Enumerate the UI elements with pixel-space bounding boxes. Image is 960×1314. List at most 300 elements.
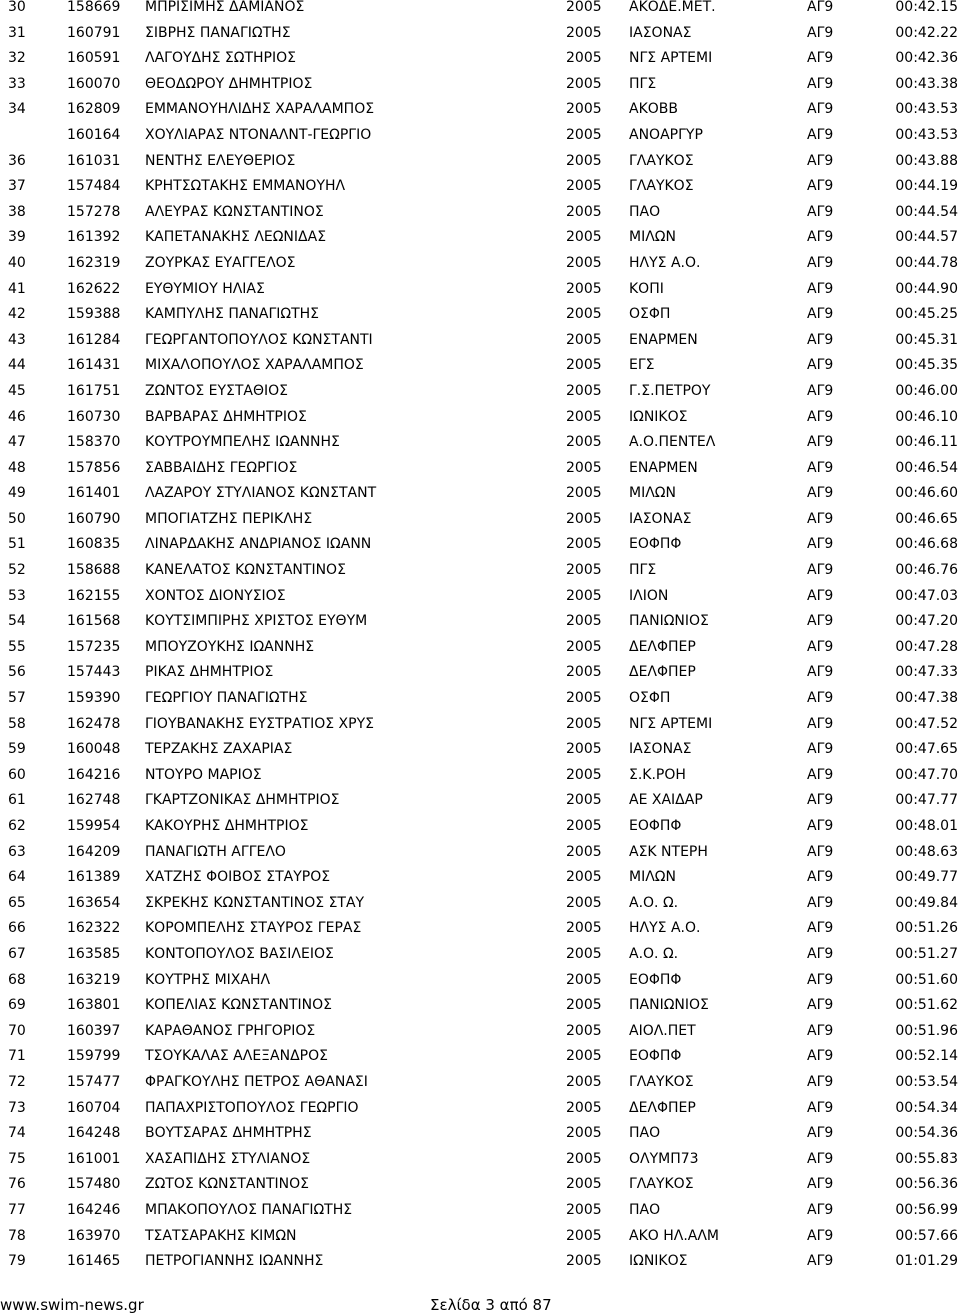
time-cell: 00:43.88 [895, 152, 958, 169]
club-cell: ΜΙΛΩΝ [629, 869, 676, 886]
birth-year-cell: 2005 [566, 766, 602, 783]
time-cell: 00:55.83 [895, 1150, 958, 1167]
birth-year-cell: 2005 [566, 869, 602, 886]
birth-year-cell: 2005 [566, 485, 602, 502]
athlete-id-cell: 160835 [67, 536, 121, 553]
page-footer [0, 1294, 960, 1314]
club-cell: ΚΟΠΙ [629, 280, 664, 297]
athlete-id-cell: 161001 [67, 1150, 121, 1167]
time-cell: 00:44.78 [895, 254, 958, 271]
club-cell: ΑΙΟΛ.ΠΕΤ [629, 1022, 696, 1039]
rank-cell: 32 [8, 50, 26, 67]
rank-cell: 42 [8, 306, 26, 323]
athlete-name-cell: ΚΟΥΤΡΟΥΜΠΕΛΗΣ ΙΩΑΝΝΗΣ [145, 434, 340, 451]
athlete-id-cell: 163585 [67, 945, 121, 962]
category-cell: ΑΓ9 [807, 152, 834, 169]
rank-cell: 31 [8, 24, 26, 41]
birth-year-cell: 2005 [566, 1201, 602, 1218]
club-cell: ΕΝΑΡΜΕΝ [629, 459, 698, 476]
table-row [0, 1203, 960, 1229]
club-cell: ΜΙΛΩΝ [629, 229, 676, 246]
athlete-id-cell: 157235 [67, 638, 121, 655]
birth-year-cell: 2005 [566, 664, 602, 681]
category-cell: ΑΓ9 [807, 1176, 834, 1193]
rank-cell: 69 [8, 997, 26, 1014]
category-cell: ΑΓ9 [807, 869, 834, 886]
athlete-id-cell: 161568 [67, 613, 121, 630]
rank-cell: 49 [8, 485, 26, 502]
athlete-id-cell: 160048 [67, 741, 121, 758]
rank-cell: 47 [8, 434, 26, 451]
athlete-id-cell: 163970 [67, 1227, 121, 1244]
category-cell: ΑΓ9 [807, 766, 834, 783]
time-cell: 00:49.77 [895, 869, 958, 886]
rank-cell: 33 [8, 75, 26, 92]
birth-year-cell: 2005 [566, 1150, 602, 1167]
athlete-name-cell: ΜΠΟΥΖΟΥΚΗΣ ΙΩΑΝΝΗΣ [145, 638, 315, 655]
athlete-id-cell: 157477 [67, 1073, 121, 1090]
category-cell: ΑΓ9 [807, 1022, 834, 1039]
athlete-name-cell: ΒΟΥΤΣΑΡΑΣ ΔΗΜΗΤΡΗΣ [145, 1125, 312, 1142]
rank-cell: 30 [8, 0, 26, 15]
category-cell: ΑΓ9 [807, 75, 834, 92]
club-cell: ΑΚΟΒΒ [629, 101, 678, 118]
birth-year-cell: 2005 [566, 152, 602, 169]
table-row [0, 1126, 960, 1152]
time-cell: 00:45.35 [895, 357, 958, 374]
rank-cell: 57 [8, 690, 26, 707]
rank-cell: 36 [8, 152, 26, 169]
time-cell: 00:45.31 [895, 331, 958, 348]
athlete-id-cell: 162322 [67, 920, 121, 937]
rank-cell: 73 [8, 1099, 26, 1116]
athlete-id-cell: 157278 [67, 203, 121, 220]
rank-cell: 51 [8, 536, 26, 553]
rank-cell: 56 [8, 664, 26, 681]
table-row [0, 179, 960, 205]
club-cell: Α.Ο. Ω. [629, 894, 679, 911]
table-row [0, 51, 960, 77]
athlete-id-cell: 157443 [67, 664, 121, 681]
category-cell: ΑΓ9 [807, 920, 834, 937]
athlete-id-cell: 161284 [67, 331, 121, 348]
birth-year-cell: 2005 [566, 24, 602, 41]
athlete-id-cell: 160397 [67, 1022, 121, 1039]
rank-cell: 38 [8, 203, 26, 220]
rank-cell: 72 [8, 1073, 26, 1090]
rank-cell: 54 [8, 613, 26, 630]
category-cell: ΑΓ9 [807, 587, 834, 604]
athlete-id-cell: 162319 [67, 254, 121, 271]
athlete-name-cell: ΓΕΩΡΓΑΝΤΟΠΟΥΛΟΣ ΚΩΝΣΤΑΝΤΙ [145, 331, 373, 348]
club-cell: ΠΑΟ [629, 203, 661, 220]
club-cell: ΙΩΝΙΚΟΣ [629, 408, 688, 425]
club-cell: ΓΛΑΥΚΟΣ [629, 1073, 694, 1090]
table-row [0, 768, 960, 794]
rank-cell: 41 [8, 280, 26, 297]
club-cell: ΔΕΛΦΠΕΡ [629, 664, 696, 681]
club-cell: ΟΣΦΠ [629, 306, 671, 323]
time-cell: 00:46.76 [895, 562, 958, 579]
club-cell: ΗΛΥΣ Α.Ο. [629, 920, 701, 937]
athlete-name-cell: ΖΩΝΤΟΣ ΕΥΣΤΑΘΙΟΣ [145, 382, 289, 399]
athlete-name-cell: ΣΑΒΒΑΙΔΗΣ ΓΕΩΡΓΙΟΣ [145, 459, 298, 476]
athlete-id-cell: 160704 [67, 1099, 121, 1116]
birth-year-cell: 2005 [566, 1125, 602, 1142]
athlete-name-cell: ΤΣΟΥΚΑΛΑΣ ΑΛΕΞΑΝΔΡΟΣ [145, 1048, 328, 1065]
athlete-id-cell: 159954 [67, 818, 121, 834]
category-cell: ΑΓ9 [807, 997, 834, 1014]
table-row [0, 1049, 960, 1075]
category-cell: ΑΓ9 [807, 1073, 834, 1090]
table-row [0, 614, 960, 640]
athlete-id-cell: 162622 [67, 280, 121, 297]
table-row [0, 793, 960, 819]
rank-cell: 45 [8, 382, 26, 399]
table-row [0, 921, 960, 947]
rank-cell: 77 [8, 1201, 26, 1218]
club-cell: ΕΟΦΠΦ [629, 971, 682, 988]
category-cell: ΑΓ9 [807, 126, 834, 143]
rank-cell: 66 [8, 920, 26, 937]
time-cell: 00:46.68 [895, 536, 958, 553]
rank-cell: 43 [8, 331, 26, 348]
rank-cell: 64 [8, 869, 26, 886]
rank-cell: 44 [8, 357, 26, 374]
athlete-id-cell: 161392 [67, 229, 121, 246]
athlete-name-cell: ΓΚΑΡΤΖΟΝΙΚΑΣ ΔΗΜΗΤΡΙΟΣ [145, 792, 340, 809]
athlete-name-cell: ΧΑΣΑΠΙΔΗΣ ΣΤΥΛΙΑΝΟΣ [145, 1150, 311, 1167]
table-row [0, 435, 960, 461]
athlete-name-cell: ΚΑΜΠΥΛΗΣ ΠΑΝΑΓΙΩΤΗΣ [145, 306, 320, 323]
category-cell: ΑΓ9 [807, 894, 834, 911]
rank-cell: 76 [8, 1176, 26, 1193]
category-cell: ΑΓ9 [807, 408, 834, 425]
athlete-id-cell: 161465 [67, 1253, 121, 1270]
rank-cell: 59 [8, 741, 26, 758]
athlete-name-cell: ΠΑΝΑΓΙΩΤΗ ΑΓΓΕΛΟ [145, 843, 286, 860]
birth-year-cell: 2005 [566, 1253, 602, 1270]
club-cell: ΜΙΛΩΝ [629, 485, 676, 502]
rank-cell: 37 [8, 178, 26, 195]
rank-cell: 50 [8, 510, 26, 527]
category-cell: ΑΓ9 [807, 0, 834, 15]
club-cell: ΑΕ ΧΑΙΔΑΡ [629, 792, 703, 809]
athlete-id-cell: 158669 [67, 0, 121, 15]
rank-cell: 68 [8, 971, 26, 988]
time-cell: 00:44.54 [895, 203, 958, 220]
birth-year-cell: 2005 [566, 971, 602, 988]
athlete-id-cell: 157856 [67, 459, 121, 476]
time-cell: 00:42.22 [895, 24, 958, 41]
category-cell: ΑΓ9 [807, 792, 834, 809]
category-cell: ΑΓ9 [807, 1150, 834, 1167]
birth-year-cell: 2005 [566, 843, 602, 860]
category-cell: ΑΓ9 [807, 562, 834, 579]
club-cell: ΙΛΙΟΝ [629, 587, 669, 604]
athlete-id-cell: 163801 [67, 997, 121, 1014]
birth-year-cell: 2005 [566, 638, 602, 655]
club-cell: ΕΝΑΡΜΕΝ [629, 331, 698, 348]
table-row [0, 589, 960, 615]
rank-cell: 75 [8, 1150, 26, 1167]
table-row [0, 307, 960, 333]
time-cell: 00:47.70 [895, 766, 958, 783]
birth-year-cell: 2005 [566, 126, 602, 143]
category-cell: ΑΓ9 [807, 24, 834, 41]
rank-cell: 65 [8, 894, 26, 911]
athlete-name-cell: ΚΟΡΟΜΠΕΛΗΣ ΣΤΑΥΡΟΣ ΓΕΡΑΣ [145, 920, 362, 937]
time-cell: 00:46.10 [895, 408, 958, 425]
club-cell: ΑΚΟΔΕ.ΜΕΤ. [629, 0, 716, 15]
time-cell: 00:51.96 [895, 1022, 958, 1039]
birth-year-cell: 2005 [566, 1227, 602, 1244]
athlete-id-cell: 161031 [67, 152, 121, 169]
athlete-id-cell: 164246 [67, 1201, 121, 1218]
club-cell: Σ.Κ.ΡΟΗ [629, 766, 686, 783]
table-row [0, 1254, 960, 1280]
category-cell: ΑΓ9 [807, 741, 834, 758]
birth-year-cell: 2005 [566, 997, 602, 1014]
table-row [0, 358, 960, 384]
category-cell: ΑΓ9 [807, 664, 834, 681]
table-row [0, 998, 960, 1024]
time-cell: 00:47.65 [895, 741, 958, 758]
table-row [0, 77, 960, 103]
rank-cell: 70 [8, 1022, 26, 1039]
rank-cell: 67 [8, 945, 26, 962]
athlete-name-cell: ΜΠΑΚΟΠΟΥΛΟΣ ΠΑΝΑΓΙΩΤΗΣ [145, 1201, 353, 1218]
time-cell: 00:46.11 [895, 434, 958, 451]
club-cell: ΗΛΥΣ Α.Ο. [629, 254, 701, 271]
athlete-name-cell: ΜΠΡΙΣΙΜΗΣ ΔΑΜΙΑΝΟΣ [145, 0, 305, 15]
birth-year-cell: 2005 [566, 357, 602, 374]
table-row [0, 947, 960, 973]
table-row [0, 128, 960, 154]
athlete-id-cell: 161401 [67, 485, 121, 502]
category-cell: ΑΓ9 [807, 1125, 834, 1142]
athlete-name-cell: ΝΤΟΥΡΟ ΜΑΡΙΟΣ [145, 766, 262, 783]
athlete-id-cell: 158688 [67, 562, 121, 579]
athlete-id-cell: 160070 [67, 75, 121, 92]
category-cell: ΑΓ9 [807, 459, 834, 476]
category-cell: ΑΓ9 [807, 382, 834, 399]
category-cell: ΑΓ9 [807, 1201, 834, 1218]
birth-year-cell: 2005 [566, 382, 602, 399]
time-cell: 00:56.99 [895, 1201, 958, 1218]
time-cell: 00:46.65 [895, 510, 958, 527]
table-row [0, 870, 960, 896]
birth-year-cell: 2005 [566, 434, 602, 451]
athlete-name-cell: ΦΡΑΓΚΟΥΛΗΣ ΠΕΤΡΟΣ ΑΘΑΝΑΣΙ [145, 1073, 368, 1090]
table-row [0, 537, 960, 563]
club-cell: Α.Ο.ΠΕΝΤΕΛ [629, 434, 716, 451]
athlete-id-cell: 157484 [67, 178, 121, 195]
athlete-id-cell: 162155 [67, 587, 121, 604]
athlete-id-cell: 159388 [67, 306, 121, 323]
athlete-name-cell: ΕΜΜΑΝΟΥΗΛΙΔΗΣ ΧΑΡΑΛΑΜΠΟΣ [145, 101, 375, 118]
birth-year-cell: 2005 [566, 1073, 602, 1090]
table-row [0, 665, 960, 691]
club-cell: ΕΓΣ [629, 357, 655, 374]
athlete-name-cell: ΤΕΡΖΑΚΗΣ ΖΑΧΑΡΙΑΣ [145, 741, 293, 758]
table-row [0, 512, 960, 538]
table-row [0, 256, 960, 282]
athlete-name-cell: ΛΑΖΑΡΟΥ ΣΤΥΛΙΑΝΟΣ ΚΩΝΣΤΑΝΤ [145, 485, 377, 502]
time-cell: 00:42.15 [895, 0, 958, 15]
rank-cell: 48 [8, 459, 26, 476]
rank-cell: 46 [8, 408, 26, 425]
club-cell: Γ.Σ.ΠΕΤΡΟΥ [629, 382, 711, 399]
athlete-id-cell: 160164 [67, 126, 121, 143]
category-cell: ΑΓ9 [807, 1099, 834, 1116]
athlete-name-cell: ΒΑΡΒΑΡΑΣ ΔΗΜΗΤΡΙΟΣ [145, 408, 307, 425]
athlete-name-cell: ΛΙΝΑΡΔΑΚΗΣ ΑΝΔΡΙΑΝΟΣ ΙΩΑΝΝ [145, 536, 372, 553]
rank-cell: 40 [8, 254, 26, 271]
birth-year-cell: 2005 [566, 562, 602, 579]
birth-year-cell: 2005 [566, 1099, 602, 1116]
time-cell: 00:44.57 [895, 229, 958, 246]
club-cell: ΑΣΚ ΝΤΕΡΗ [629, 843, 708, 860]
club-cell: ΕΟΦΠΦ [629, 818, 682, 834]
category-cell: ΑΓ9 [807, 715, 834, 732]
table-row [0, 845, 960, 871]
category-cell: ΑΓ9 [807, 1227, 834, 1244]
birth-year-cell: 2005 [566, 1022, 602, 1039]
rank-cell: 55 [8, 638, 26, 655]
category-cell: ΑΓ9 [807, 1253, 834, 1270]
athlete-name-cell: ΠΑΠΑΧΡΙΣΤΟΠΟΥΛΟΣ ΓΕΩΡΓΙΟ [145, 1099, 359, 1116]
athlete-name-cell: ΕΥΘΥΜΙΟΥ ΗΛΙΑΣ [145, 280, 265, 297]
athlete-id-cell: 162748 [67, 792, 121, 809]
athlete-id-cell: 162478 [67, 715, 121, 732]
club-cell: ΠΑΟ [629, 1201, 661, 1218]
birth-year-cell: 2005 [566, 1176, 602, 1193]
birth-year-cell: 2005 [566, 408, 602, 425]
time-cell: 00:42.36 [895, 50, 958, 67]
athlete-name-cell: ΡΙΚΑΣ ΔΗΜΗΤΡΙΟΣ [145, 664, 274, 681]
table-row [0, 486, 960, 512]
athlete-id-cell: 160790 [67, 510, 121, 527]
club-cell: ΓΛΑΥΚΟΣ [629, 152, 694, 169]
athlete-name-cell: ΚΟΥΤΣΙΜΠΙΡΗΣ ΧΡΙΣΤΟΣ ΕΥΘΥΜ [145, 613, 368, 630]
athlete-name-cell: ΣΚΡΕΚΗΣ ΚΩΝΣΤΑΝΤΙΝΟΣ ΣΤΑΥ [145, 894, 365, 911]
club-cell: ΕΟΦΠΦ [629, 1048, 682, 1065]
time-cell: 00:51.62 [895, 997, 958, 1014]
club-cell: Α.Ο. Ω. [629, 945, 679, 962]
club-cell: ΙΑΣΟΝΑΣ [629, 741, 692, 758]
athlete-name-cell: ΖΩΤΟΣ ΚΩΝΣΤΑΝΤΙΝΟΣ [145, 1176, 309, 1193]
time-cell: 00:47.20 [895, 613, 958, 630]
athlete-name-cell: ΧΟΥΛΙΑΡΑΣ ΝΤΟΝΑΛΝΤ-ΓΕΩΡΓΙΟ [145, 126, 372, 143]
time-cell: 00:51.26 [895, 920, 958, 937]
birth-year-cell: 2005 [566, 229, 602, 246]
time-cell: 00:56.36 [895, 1176, 958, 1193]
table-row [0, 282, 960, 308]
category-cell: ΑΓ9 [807, 50, 834, 67]
birth-year-cell: 2005 [566, 280, 602, 297]
athlete-name-cell: ΜΙΧΑΛΟΠΟΥΛΟΣ ΧΑΡΑΛΑΜΠΟΣ [145, 357, 364, 374]
table-row [0, 230, 960, 256]
club-cell: ΠΓΣ [629, 75, 657, 92]
athlete-id-cell: 159799 [67, 1048, 121, 1065]
club-cell: ΓΛΑΥΚΟΣ [629, 1176, 694, 1193]
time-cell: 00:47.28 [895, 638, 958, 655]
athlete-id-cell: 163219 [67, 971, 121, 988]
athlete-id-cell: 159390 [67, 690, 121, 707]
table-row [0, 205, 960, 231]
rank-cell: 79 [8, 1253, 26, 1270]
category-cell: ΑΓ9 [807, 1048, 834, 1065]
club-cell: ΑΚΟ ΗΛ.ΑΛΜ [629, 1227, 720, 1244]
birth-year-cell: 2005 [566, 331, 602, 348]
category-cell: ΑΓ9 [807, 229, 834, 246]
birth-year-cell: 2005 [566, 510, 602, 527]
rank-cell: 60 [8, 766, 26, 783]
birth-year-cell: 2005 [566, 254, 602, 271]
athlete-name-cell: ΚΑΝΕΛΑΤΟΣ ΚΩΝΣΤΑΝΤΙΝΟΣ [145, 562, 346, 579]
time-cell: 00:46.60 [895, 485, 958, 502]
table-row [0, 1101, 960, 1127]
table-row [0, 1152, 960, 1178]
birth-year-cell: 2005 [566, 894, 602, 911]
time-cell: 00:47.77 [895, 792, 958, 809]
category-cell: ΑΓ9 [807, 203, 834, 220]
athlete-id-cell: 162809 [67, 101, 121, 118]
athlete-name-cell: ΣΙΒΡΗΣ ΠΑΝΑΓΙΩΤΗΣ [145, 24, 291, 41]
club-cell: ΙΑΣΟΝΑΣ [629, 24, 692, 41]
footer-page-number: Σελίδα 3 από 87 [430, 1296, 552, 1314]
athlete-name-cell: ΝΕΝΤΗΣ ΕΛΕΥΘΕΡΙΟΣ [145, 152, 296, 169]
athlete-name-cell: ΓΕΩΡΓΙΟΥ ΠΑΝΑΓΙΩΤΗΣ [145, 690, 308, 707]
time-cell: 00:51.27 [895, 945, 958, 962]
club-cell: ΙΩΝΙΚΟΣ [629, 1253, 688, 1270]
time-cell: 01:01.29 [895, 1253, 958, 1270]
rank-cell: 63 [8, 843, 26, 860]
time-cell: 00:54.36 [895, 1125, 958, 1142]
category-cell: ΑΓ9 [807, 434, 834, 451]
birth-year-cell: 2005 [566, 459, 602, 476]
athlete-id-cell: 164209 [67, 843, 121, 860]
time-cell: 00:43.38 [895, 75, 958, 92]
footer-site-url: www.swim-news.gr [0, 1296, 144, 1314]
category-cell: ΑΓ9 [807, 280, 834, 297]
athlete-name-cell: ΜΠΟΓΙΑΤΖΗΣ ΠΕΡΙΚΛΗΣ [145, 510, 313, 527]
birth-year-cell: 2005 [566, 0, 602, 15]
club-cell: ΠΑΝΙΩΝΙΟΣ [629, 997, 709, 1014]
athlete-name-cell: ΧΟΝΤΟΣ ΔΙΟΝΥΣΙΟΣ [145, 587, 286, 604]
athlete-id-cell: 161389 [67, 869, 121, 886]
athlete-id-cell: 160791 [67, 24, 121, 41]
birth-year-cell: 2005 [566, 945, 602, 962]
time-cell: 00:51.60 [895, 971, 958, 988]
table-row [0, 742, 960, 768]
club-cell: ΓΛΑΥΚΟΣ [629, 178, 694, 195]
time-cell: 00:43.53 [895, 101, 958, 118]
birth-year-cell: 2005 [566, 306, 602, 323]
athlete-name-cell: ΚΟΠΕΛΙΑΣ ΚΩΝΣΤΑΝΤΙΝΟΣ [145, 997, 332, 1014]
category-cell: ΑΓ9 [807, 331, 834, 348]
time-cell: 00:49.84 [895, 894, 958, 911]
table-row [0, 102, 960, 128]
athlete-id-cell: 160730 [67, 408, 121, 425]
athlete-name-cell: ΠΕΤΡΟΓΙΑΝΝΗΣ ΙΩΑΝΝΗΣ [145, 1253, 324, 1270]
table-row [0, 896, 960, 922]
table-row [0, 819, 960, 845]
athlete-name-cell: ΓΙΟΥΒΑΝΑΚΗΣ ΕΥΣΤΡΑΤΙΟΣ ΧΡΥΣ [145, 715, 374, 732]
birth-year-cell: 2005 [566, 587, 602, 604]
athlete-name-cell: ΤΣΑΤΣΑΡΑΚΗΣ ΚΙΜΩΝ [145, 1227, 297, 1244]
